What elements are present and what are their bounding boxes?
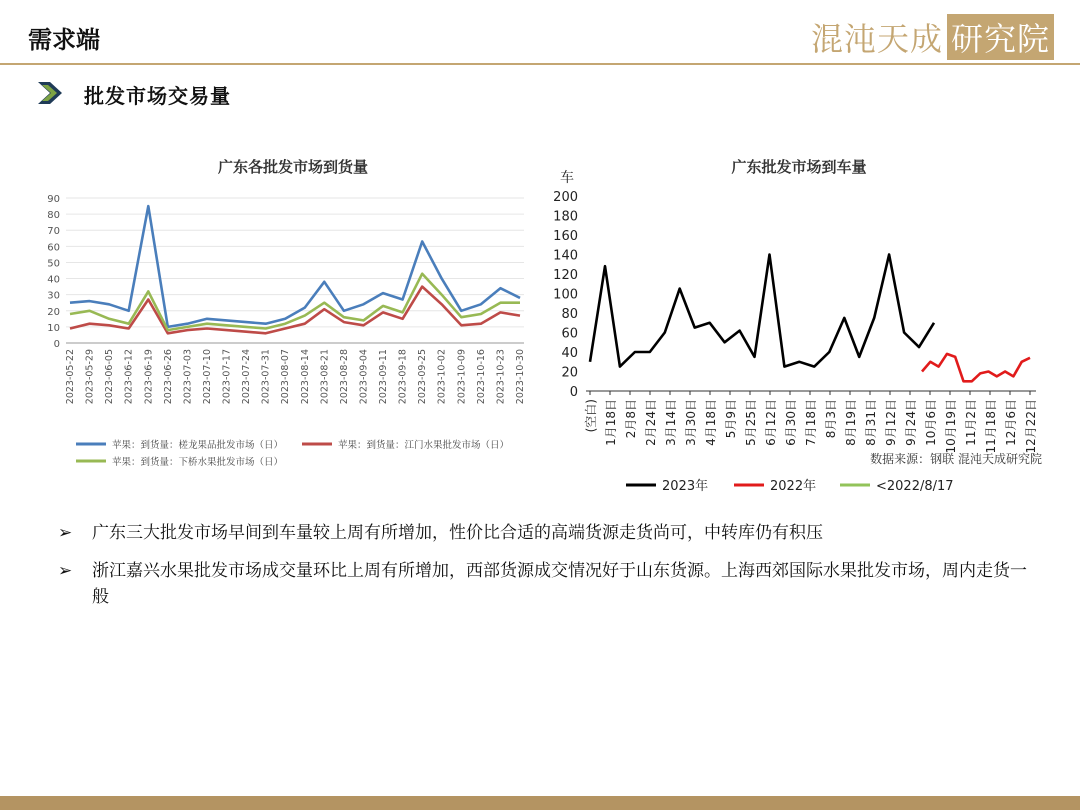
y-tick-label: 180 [553, 209, 578, 225]
legend-label: 苹果：到货量：江门水果批发市场（日） [338, 440, 510, 451]
y-tick-label: 0 [53, 339, 60, 350]
legend [76, 439, 509, 468]
y-tick-label: 120 [553, 268, 578, 283]
x-tick-label: 2023-07-03 [182, 349, 194, 405]
footer-bar [0, 796, 1080, 810]
x-tick-label: 2月24日 [644, 399, 658, 446]
page-header-title: 需求端 [28, 26, 100, 54]
legend-label: 苹果：到货量：槎龙果品批发市场（日） [112, 440, 284, 451]
bullet-text: 广东三大批发市场早间到车量较上周有所增加，性价比合适的高端货源走货尚可，中转库仍有积压 [92, 523, 823, 543]
x-tick-label: 2023-10-16 [475, 349, 487, 405]
x-tick-label: 4月18日 [704, 399, 718, 446]
x-tick-label: (空白) [584, 399, 598, 433]
y-tick-label: 50 [47, 258, 60, 270]
arrow-bullet-icon: ➢ [58, 523, 73, 543]
bullet-item [58, 558, 1038, 610]
x-tick-label: 2023-07-17 [221, 349, 233, 405]
x-tick-label: 10月19日 [944, 399, 958, 454]
bullet-item [58, 520, 1038, 546]
y-axis [553, 190, 1036, 400]
chevron-right-icon [36, 80, 64, 106]
x-tick-label: 2023-07-24 [241, 349, 253, 405]
y-tick-label: 80 [561, 307, 578, 322]
x-tick-label: 2023-10-02 [436, 349, 448, 405]
x-axis [65, 349, 526, 404]
x-tick-label: 8月31日 [864, 399, 878, 446]
y-tick-label: 200 [553, 190, 578, 205]
x-tick-label: 7月18日 [804, 399, 818, 446]
brand-logo [811, 14, 1054, 60]
legend [626, 478, 954, 494]
header-divider [0, 63, 1080, 65]
y-tick-label: 160 [553, 229, 578, 244]
x-tick-label: 9月24日 [904, 399, 918, 446]
x-tick-label: 11月18日 [984, 399, 998, 454]
x-tick-label: 2023-09-25 [417, 349, 429, 405]
y-tick-label: 30 [47, 290, 60, 302]
x-tick-label: 2023-08-28 [338, 349, 350, 405]
x-tick-label: 6月12日 [764, 399, 778, 446]
bullet-text: 浙江嘉兴水果批发市场成交量环比上周有所增加，西部货源成交情况好于山东货源。上海西郊国际水果批发市场，周内走货一般 [92, 561, 1027, 607]
x-tick-label: 3月30日 [684, 399, 698, 446]
section-title: 批发市场交易量 [84, 84, 231, 108]
x-tick-label: 2023-06-26 [162, 349, 174, 405]
left-chart [28, 148, 528, 478]
x-tick-label: 2023-08-21 [319, 349, 331, 405]
y-tick-label: 10 [47, 322, 60, 334]
x-tick-label: 2023-09-18 [397, 349, 409, 405]
series-line [70, 274, 520, 330]
x-tick-label: 5月25日 [744, 399, 758, 446]
x-tick-label: 2023-09-11 [378, 349, 390, 405]
y-tick-label: 100 [553, 287, 578, 303]
legend-label: 2023年 [662, 479, 709, 494]
x-tick-label: 2月8日 [624, 399, 638, 439]
y-tick-label: 70 [47, 226, 60, 238]
x-tick-label: 2023-10-23 [495, 349, 507, 405]
x-tick-label: 1月18日 [604, 399, 618, 446]
y-tick-label: 40 [47, 274, 60, 286]
source-note: 数据来源：钢联 混沌天成研究院 [870, 452, 1042, 466]
x-tick-label: 12月22日 [1024, 399, 1038, 454]
x-tick-label: 2023-10-30 [515, 349, 526, 405]
x-tick-label: 2023-05-22 [65, 349, 76, 405]
y-tick-label: 90 [47, 194, 60, 205]
chart-title: 广东批发市场到车量 [731, 158, 867, 176]
y-tick-label: 40 [561, 346, 578, 361]
x-tick-label: 2023-07-10 [201, 349, 213, 405]
x-tick-label: 2023-07-31 [260, 349, 272, 405]
y-tick-label: 60 [47, 242, 60, 254]
bullet-list [58, 520, 1038, 622]
x-tick-label: 11月2日 [964, 399, 978, 446]
x-axis [583, 391, 1038, 454]
plot-area [590, 255, 1030, 382]
logo-text: 混沌天成 [810, 20, 943, 58]
x-tick-label: 2023-06-12 [123, 349, 135, 405]
plot-area [70, 206, 520, 333]
y-tick-label: 60 [561, 326, 578, 342]
y-tick-label: 140 [553, 248, 578, 264]
logo-box: 研究院 [947, 14, 1054, 60]
right-chart [544, 148, 1054, 508]
x-tick-label: 6月30日 [784, 399, 798, 446]
legend-label: <2022/8/17 [876, 479, 954, 494]
arrow-bullet-icon: ➢ [58, 561, 73, 581]
legend-label: 苹果：到货量：下桥水果批发市场（日） [112, 457, 284, 468]
x-tick-label: 3月14日 [664, 399, 678, 446]
x-tick-label: 2023-08-14 [299, 349, 311, 405]
y-tick-label: 20 [47, 306, 60, 318]
x-tick-label: 5月9日 [724, 399, 738, 439]
y-tick-label: 0 [569, 385, 578, 400]
x-tick-label: 2023-08-07 [280, 349, 292, 405]
x-tick-label: 2023-10-09 [456, 349, 468, 405]
chart-title: 广东各批发市场到货量 [217, 158, 369, 176]
x-tick-label: 12月6日 [1004, 399, 1018, 446]
x-tick-label: 8月3日 [824, 399, 838, 439]
y-tick-label: 80 [47, 210, 60, 222]
legend-label: 2022年 [770, 479, 817, 494]
y-axis-label: 车 [560, 170, 574, 186]
x-tick-label: 2023-06-19 [143, 349, 155, 405]
series-line-2023 [590, 255, 934, 367]
x-tick-label: 10月6日 [924, 399, 938, 446]
x-tick-label: 2023-05-29 [84, 349, 96, 405]
x-tick-label: 9月12日 [884, 399, 898, 446]
series-line-2022 [922, 354, 1030, 381]
y-tick-label: 20 [561, 365, 578, 381]
x-tick-label: 2023-06-05 [104, 349, 116, 405]
x-tick-label: 2023-09-04 [358, 349, 370, 405]
x-tick-label: 8月19日 [844, 399, 858, 446]
